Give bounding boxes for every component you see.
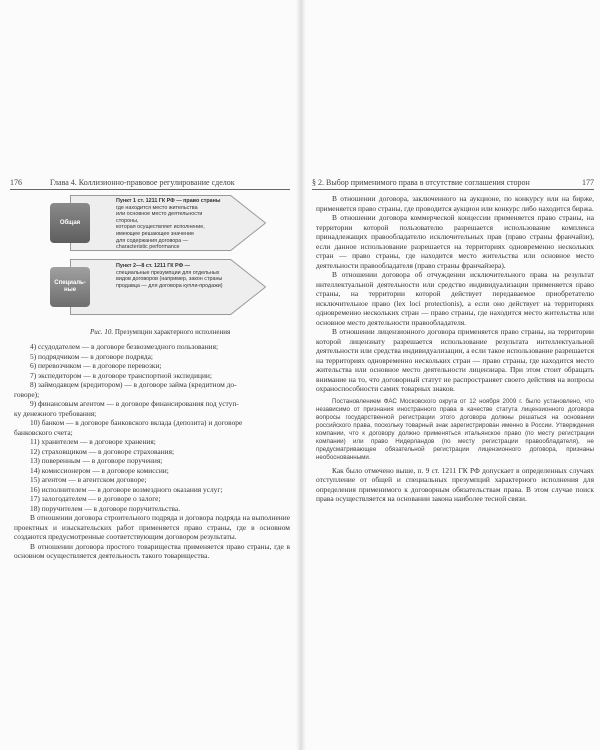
figure-caption-text: Презумпции характерного исполнения (114, 328, 231, 336)
list-item: 12) страховщиком — в договоре страхования; (30, 446, 175, 456)
general-text-line: где находится место жительства (116, 204, 198, 211)
body-paragraph: В отношении договора коммерческой концессии применяется право страны, на территории которой пользователю разрешается использование комплекса принадлежащих правообладателю исключительных прав (право страны франчайзи), если данное использование разрешается на территориях одновременно нескольких стран — право страны, где находится место жительства или основное место деятельности правообладателя (право страны франчайзера). (316, 213, 594, 270)
general-box-label: Общая (59, 220, 81, 226)
presumption-diagram (50, 195, 270, 325)
list-item: 8) займодавцем (кредитором) — в договоре займа (кредитном до- (30, 380, 237, 389)
general-text-line: characteristic performance (116, 244, 180, 251)
special-box (50, 267, 90, 307)
list-item: 15) агентом — в агентском договоре; (30, 475, 147, 484)
general-text-line: для содержания договора — (116, 237, 189, 244)
body-paragraph: В отношении договора строительного подряда и договора подряда на выполнение проектных и изыскательских работ применяется право страны, где в основном создаются предусмотренные соответствующим договором результаты. (14, 513, 290, 541)
special-box-label-1: Специаль- (54, 280, 86, 286)
special-box-label-2: ные (63, 287, 77, 293)
list-item: 16) исполнителем — в договоре возмездного оказания услуг; (30, 484, 223, 494)
list-item-continued: ку денежного требования; (14, 408, 97, 418)
general-text-line: имеющее решающее значение (116, 230, 194, 237)
special-text-line: специальные презумпции для отдельных (116, 269, 220, 276)
figure-caption-label: Рис. 10. (90, 328, 114, 336)
general-text-line: или основное место деятельности стороны, (116, 211, 203, 224)
list-item: 14) комиссионером — в договоре комиссии; (30, 465, 169, 475)
list-item: 6) перевозчиком — в договоре перевозки; (30, 361, 162, 370)
general-arrow-text (116, 198, 226, 251)
body-paragraph: В отношении договора простого товарищества применяется право страны, где в основном осуществляется деятельность такого товарищества. (14, 541, 290, 560)
left-column (14, 342, 290, 561)
list-item: 4) ссудодателем — в договоре безвозмездного пользования; (30, 342, 219, 351)
figure-caption (90, 328, 230, 336)
list-item: 11) хранителем — в договоре хранения; (30, 437, 156, 446)
list-item: 5) подрядчиком — в договоре подряда; (30, 351, 153, 361)
list-item-continued: банковского счета; (14, 427, 73, 437)
body-paragraph: В отношении лицензионного договора применяется право страны, на территории которой лицензиату разрешается использование результата интеллектуальной деятельности или средства индивидуализации, а если такое использование разрешается на территориях одновременно нескольких стран — право страны, где находится место жительства или основное место деятельности лицензиара. При этом стоит обращать внимание на то, что договорный статут не распространяет своего действия на вопросы охраноспособности самих товарных знаков. (316, 327, 594, 393)
right-column (316, 194, 594, 504)
body-paragraph: Как было отмечено выше, п. 9 ст. 1211 ГК РФ допускает в определенных случаях отступление от общей и специальных презумпций характерного исполнения для определения применимого к договорным обязательствам права. В этом случае поиск права осуществляется на основании закона наиболее тесной связи. (316, 465, 594, 503)
case-law-note: Постановлением ФАС Московского округа от 12 ноября 2009 г. было установлено, что независимо от признания иностранного права в качестве статута лицензионного договора вопросы государственной регистрации этого договора должны решаться на основании российского права, поскольку товарный знак зарегистрирован именно в России. Утверждения компании, что к договору должно применяться итальянское право (по месту регистрации компании) или право Нидерландов (по месту регистрации правообладателя), не предусматривающее обязательной регистрации лицензионного договора, признаны необоснованными. (316, 397, 594, 461)
special-text-line: продавца — для договора купли-продажи) (116, 282, 223, 289)
list-item: 17) залогодателем — в договоре о залоге; (30, 494, 161, 503)
list-item: 7) экспедитором — в договоре транспортной экспедиции; (30, 370, 212, 380)
right-running-title: § 2. Выбор применимого права в отсутствие соглашения сторон (312, 178, 530, 187)
special-text-line: Пункт 2—8 ст. 1211 ГК РФ — (116, 263, 191, 269)
general-text-line: Пункт 1 ст. 1211 ГК РФ — право страны (116, 198, 221, 204)
page-gutter (296, 0, 306, 750)
left-page-number: 176 (10, 178, 22, 187)
list-item: 18) поручителем — в договоре поручительства. (30, 503, 181, 513)
left-header-rule (10, 189, 290, 190)
list-item: 10) банком — в договоре банковского вклада (депозита) и договоре (30, 418, 243, 427)
general-box (50, 203, 90, 243)
list-item-continued: говоре); (14, 389, 40, 399)
left-running-title: Глава 4. Коллизионно-правовое регулирование сделок (50, 178, 235, 187)
list-item: 13) поверенным — в договоре поручения; (30, 456, 163, 465)
general-text-line: которая осуществляет исполнение, (116, 224, 205, 231)
special-text-line: видов договоров (например, закон страны (116, 276, 223, 283)
special-arrow-text (116, 263, 226, 289)
body-paragraph: В отношении договора об отчуждении исключительного права на результат интеллектуальной деятельности или средство индивидуализации применяется право страны, на территории которой действует передаваемое приобретателю исключительное право (lex loci protectionis), а если оно действует на территориях одновременно нескольких стран — право страны, где находится место жительства или основное место деятельности правообладателя. (316, 270, 594, 327)
right-page-number: 177 (582, 178, 594, 187)
body-paragraph: В отношении договора, заключенного на аукционе, по конкурсу или на бирже, применяется право страны, где проводится аукцион или конкурс либо находится биржа. (316, 194, 594, 213)
right-header-rule (312, 189, 594, 190)
list-item: 9) финансовым агентом — в договоре финансирования под уступ- (30, 399, 239, 408)
